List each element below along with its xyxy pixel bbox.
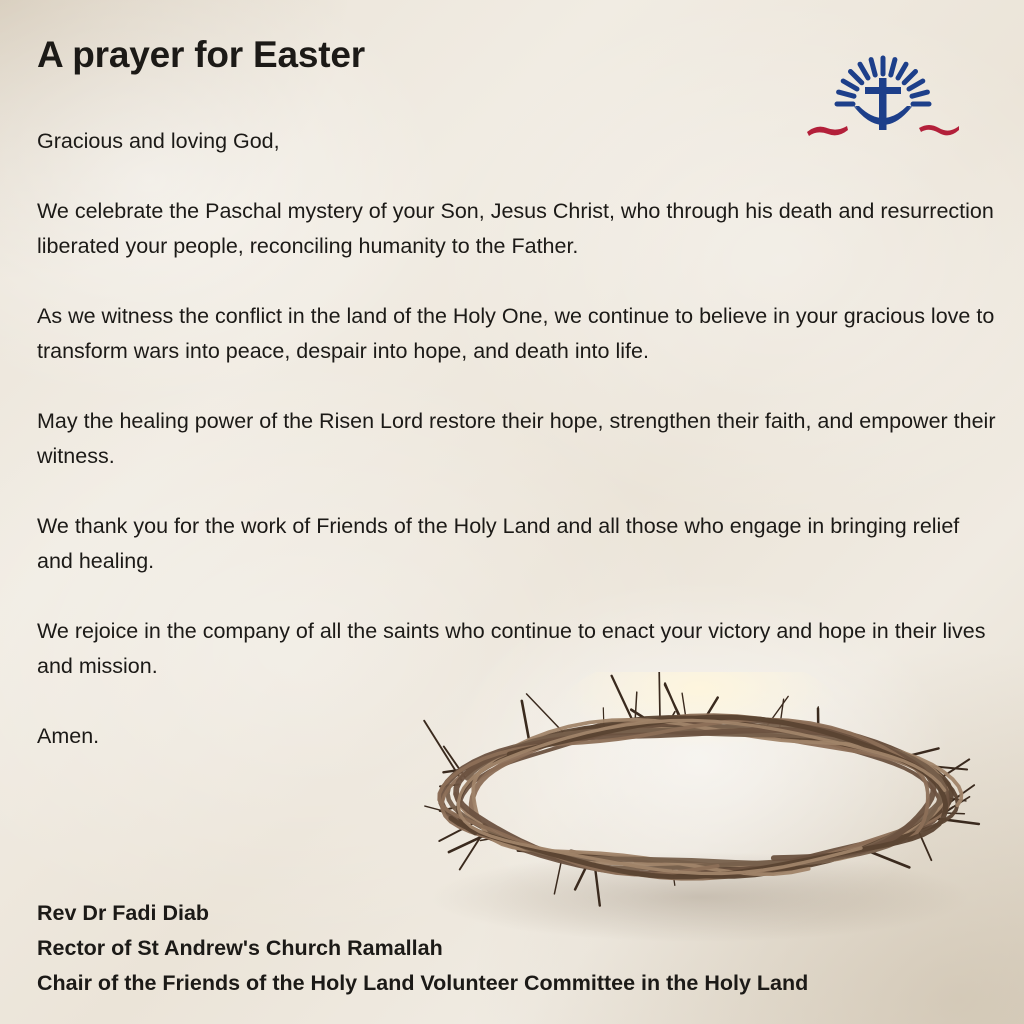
- signature-chair: Chair of the Friends of the Holy Land Volunteer Committee in the Holy Land: [37, 971, 809, 995]
- prayer-paragraph: We celebrate the Paschal mystery of your Son, Jesus Christ, who through his death and resurrection liberated your people, reconciling humanity to the Father.: [37, 199, 994, 258]
- prayer-paragraph: We rejoice in the company of all the saints who continue to enact your victory and hope in their lives and mission.: [37, 619, 986, 678]
- prayer-greeting: Gracious and loving God,: [37, 129, 280, 153]
- page-title: A prayer for Easter: [37, 34, 365, 75]
- prayer-paragraph: We thank you for the work of Friends of the Holy Land and all those who engage in bringing relief and healing.: [37, 514, 960, 573]
- signature-block: [37, 896, 808, 1001]
- signature-role: Rector of St Andrew's Church Ramallah: [37, 936, 443, 960]
- prayer-paragraph: As we witness the conflict in the land of the Holy One, we continue to believe in your gracious love to transform wars into peace, despair into hope, and death into life.: [37, 304, 995, 363]
- prayer-closing: Amen.: [37, 724, 100, 748]
- prayer-paragraph: May the healing power of the Risen Lord restore their hope, strengthen their faith, and empower their witness.: [37, 409, 996, 468]
- signature-name: Rev Dr Fadi Diab: [37, 901, 210, 925]
